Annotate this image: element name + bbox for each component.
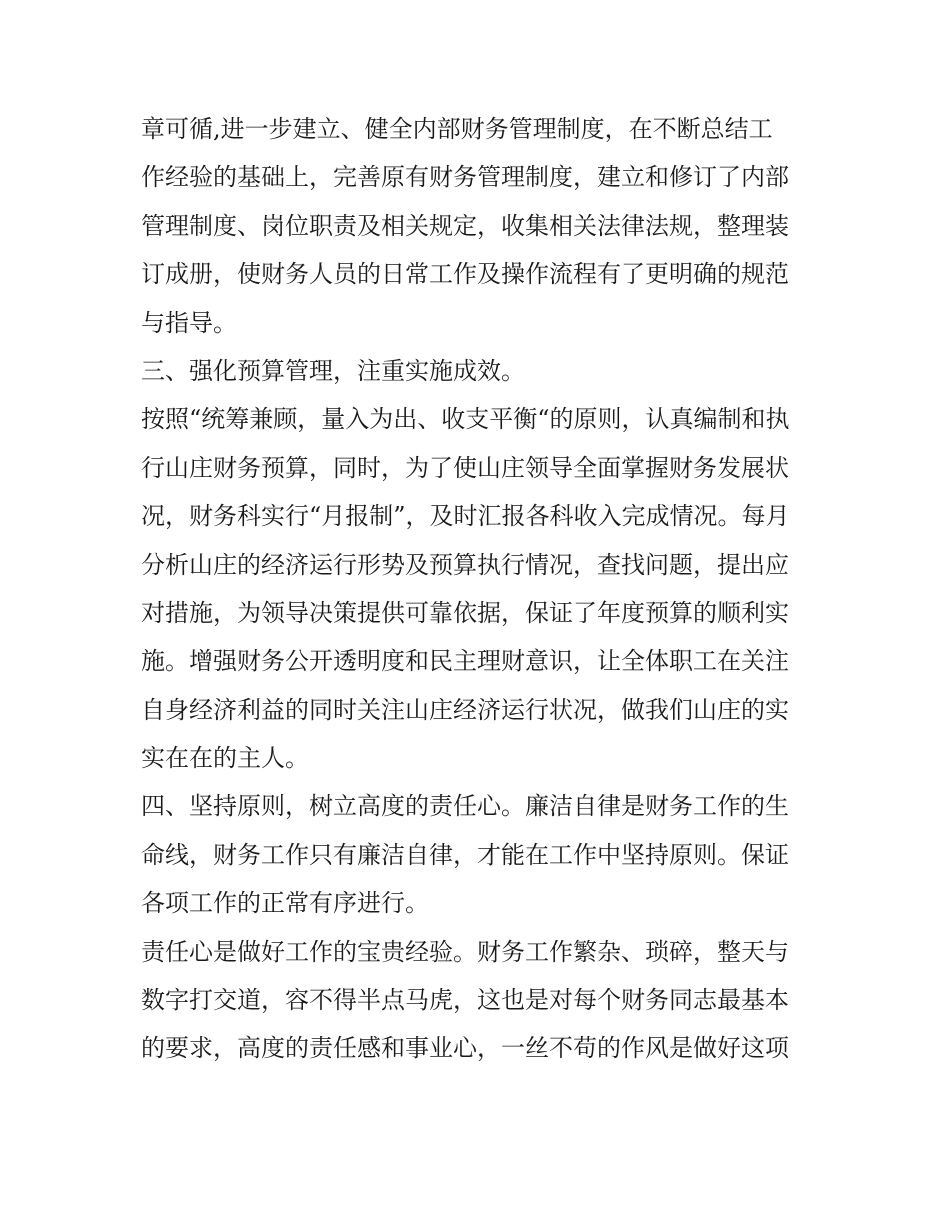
section-heading-4: 四、坚持原则，树立高度的责任心。廉洁自律是财务工作的生 bbox=[141, 792, 789, 821]
text-line: 作经验的基础上，完善原有财务管理制度，建立和修订了内部 bbox=[141, 163, 789, 192]
text-line: 施。增强财务公开透明度和民主理财意识，让全体职工在关注 bbox=[141, 647, 789, 676]
text-line: 命线，财务工作只有廉洁自律，才能在工作中坚持原则。保证 bbox=[141, 840, 789, 869]
text-line: 实在在的主人。 bbox=[141, 744, 309, 773]
text-line: 按照“统筹兼顾，量入为出、收支平衡“的原则，认真编制和执 bbox=[141, 405, 790, 434]
text-line: 况，财务科实行“月报制”，及时汇报各科收入完成情况。每月 bbox=[141, 502, 790, 531]
text-line: 章可循,进一步建立、健全内部财务管理制度，在不断总结工 bbox=[141, 115, 773, 143]
text-line: 责任心是做好工作的宝贵经验。财务工作繁杂、琐碎，整天与 bbox=[141, 937, 789, 966]
text-line: 行山庄财务预算，同时，为了使山庄领导全面掌握财务发展状 bbox=[141, 453, 789, 482]
text-line: 自身经济利益的同时关注山庄经济运行状况，做我们山庄的实 bbox=[141, 695, 789, 724]
text-line: 对措施，为领导决策提供可靠依据，保证了年度预算的顺利实 bbox=[141, 598, 789, 627]
text-line: 数字打交道，容不得半点马虎，这也是对每个财务同志最基本 bbox=[141, 986, 789, 1015]
section-heading-3: 三、强化预算管理，注重实施成效。 bbox=[141, 356, 525, 385]
text-line: 各项工作的正常有序进行。 bbox=[141, 889, 429, 918]
text-line: 分析山庄的经济运行形势及预算执行情况，查找问题，提出应 bbox=[141, 550, 789, 579]
text-line: 订成册，使财务人员的日常工作及操作流程有了更明确的规范 bbox=[141, 260, 789, 289]
text-line: 与指导。 bbox=[141, 308, 237, 337]
text-line: 的要求，高度的责任感和事业心，一丝不苟的作风是做好这项 bbox=[141, 1034, 789, 1063]
text-line: 管理制度、岗位职责及相关规定，收集相关法律法规，整理装 bbox=[141, 211, 789, 240]
document-body bbox=[141, 105, 813, 1073]
